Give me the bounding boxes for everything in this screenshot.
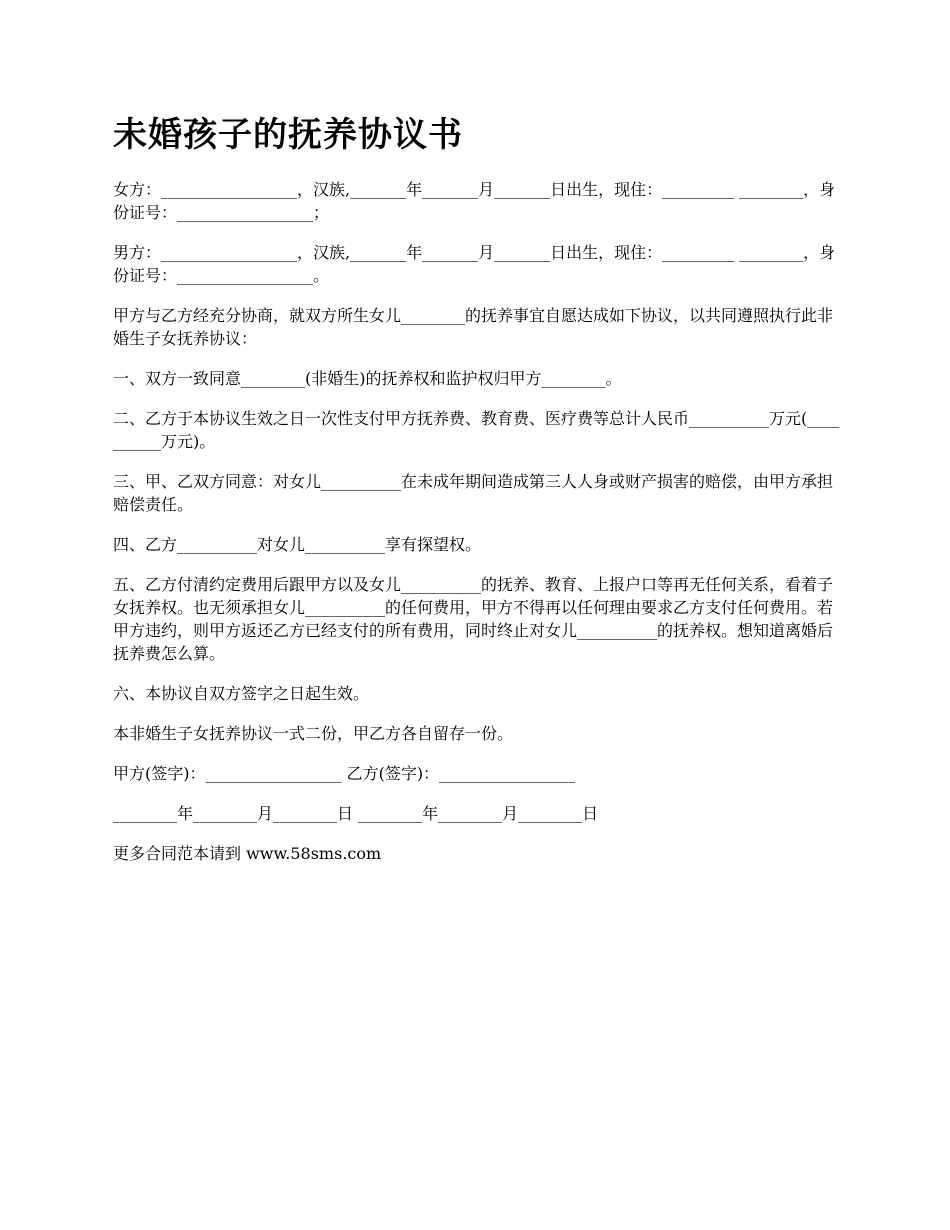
signature-line: 甲方(签字)：_________________ 乙方(签字)：_________________ <box>113 764 576 783</box>
document-page <box>113 110 843 882</box>
copies-note: 本非婚生子女抚养协议一式二份，甲乙方各自留存一份。 <box>113 724 514 743</box>
clause-4: 四、乙方__________对女儿__________享有探望权。 <box>113 535 482 554</box>
clause-5: 五、乙方付清约定费用后跟甲方以及女儿__________的抚养、教育、上报户口等再无任何关系，看着子女抚养权。也无须承担女儿__________的任何费用，甲方不得再以任何理由要求乙方支付任何费用。若甲方违约，则甲方返还乙方已经支付的所有费用，同时终止对女儿__________的抚养权。想知道离婚后抚养费怎么算。 <box>113 575 834 663</box>
clause-2: 二、乙方于本协议生效之日一次性支付甲方抚养费、教育费、医疗费等总计人民币__________万元(__________万元)。 <box>113 409 840 451</box>
agreement-preamble: 甲方与乙方经充分协商，就双方所生女儿________的抚养事宜自愿达成如下协议，以共同遵照执行此非婚生子女抚养协议： <box>113 306 834 348</box>
clause-6: 六、本协议自双方签字之日起生效。 <box>113 684 370 703</box>
footer-link-text: 更多合同范本请到 www.58sms.com <box>113 844 382 863</box>
clause-1: 一、双方一致同意________(非婚生)的抚养权和监护权归甲方________。 <box>113 369 622 388</box>
document-title: 未婚孩子的抚养协议书 <box>113 115 463 155</box>
date-line: ________年________月________日 ________年________月________日 <box>113 804 599 823</box>
female-party-info: 女方：_________________，汉族,_______年_______月_______日出生，现住：_________ ________，身份证号：_________________； <box>113 180 836 222</box>
clause-3: 三、甲、乙双方同意：对女儿__________在未成年期间造成第三人人身或财产损害的赔偿，由甲方承担赔偿责任。 <box>113 472 834 514</box>
male-party-info: 男方：_________________，汉族,_______年_______月_______日出生，现住：_________ ________，身份证号：_________________。 <box>113 243 836 285</box>
